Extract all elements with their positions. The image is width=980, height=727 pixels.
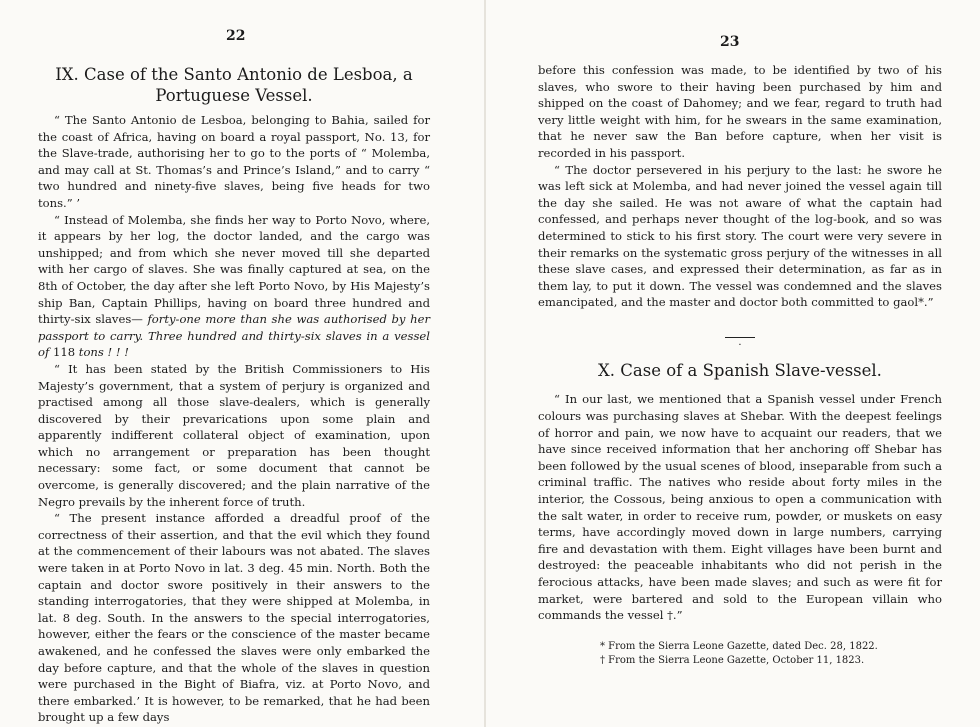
page-number-right: 23 — [720, 34, 740, 50]
footnotes — [538, 640, 942, 668]
paragraph: “ It has been stated by the British Commissioners to His Majesty’s government, that a system of perjury is organized and practised among all those slave-dealers, which is generally discovered by their prevarications upon some plain and apparently indifferent collateral object of examination, upon which no arrangement or preparation has been thought necessary: some fact, or some document that cannot be overcome, is generally discovered; and the plain narrative of the Negro prevails by the inherent force of truth. — [38, 361, 430, 509]
tonnage-number: 118 — [52, 345, 76, 360]
left-page — [0, 0, 480, 727]
left-page-text — [38, 64, 430, 726]
footnote: † From the Sierra Leone Gazette, October 11, 1823. — [600, 654, 865, 666]
right-page — [492, 0, 980, 727]
paragraph: before this confession was made, to be identified by two of his slaves, who swore to their having been purchased by him and shipped on the coast of Dahomey; and we fear, regard to truth had very little weight with him, for he swears in the same examination, that he never saw the Ban before capture, when her visit is recorded in his passport. — [538, 63, 942, 160]
paragraph-text: “ Instead of Molemba, she finds her way to Porto Novo, where, it appears by her log, the doctor landed, and the cargo was unshipped; and from which she never moved till she departed with her cargo of slaves. She was finally captured at sea, on the 8th of October, the day after she left Porto Novo, by His Majesty’s ship Ban, Captain Phillips, having on board three hundred and thirty-six slaves— — [38, 212, 430, 327]
section-heading-ix: IX. Case of the Santo Antonio de Lesboa, a Portuguese Vessel. — [55, 65, 413, 105]
section-divider — [725, 337, 755, 339]
book-gutter — [484, 0, 486, 727]
italic-text: forty-one more than she was authorised by her passport to carry. Three hundred and thirty-six slaves in a vessel of — [38, 312, 430, 360]
italic-text: tons ! ! ! — [78, 345, 129, 360]
paragraph: “ The present instance afforded a dreadful proof of the correctness of their assertion, and that the evil which they found at the commencement of their labours was not abated. The slaves were taken in at Porto Novo in lat. 3 deg. 45 min. North. Both the captain and doctor swore positively in their answers to the standing interrogatories, that they were shipped at Molemba, in lat. 8 deg. South. In the answers to the special interrogatories, however, either the fears or the conscience of the master became awakened, and he confessed the slaves were only embarked the day before capture, and that the whole of the slaves in question were purchased in the Bight of Biafra, viz. at Porto Novo, and there embarked.’ It is however, to be remarked, that he had been brought up a few days — [38, 511, 430, 725]
page-number-left: 22 — [226, 28, 246, 44]
divider-dot-icon: · — [738, 340, 742, 352]
paragraph: “ The Santo Antonio de Lesboa, belonging to Bahia, sailed for the coast of Africa, having on board a royal passport, No. 13, for the Slave-trade, authorising her to go to the ports of “ Molemba, and may call at St. Thomas’s and Prince’s Island,” and to carry “ two hundred and ninety-five slaves, being five heads for two tons.” ’ — [38, 113, 430, 210]
paragraph — [38, 212, 430, 361]
paragraph: “ In our last, we mentioned that a Spanish vessel under French colours was purchasing slaves at Shebar. With the deepest feelings of horror and pain, we now have to acquaint our readers, that we have since received information that her anchoring off Shebar has been followed by the usual scenes of blood, inseparable from such a criminal traffic. The natives who reside about forty miles in the interior, the Cossous, being anxious to open a communication with the salt water, in order to receive rum, powder, or muskets on easy terms, have accordingly moved down in large numbers, carrying fire and devastation with them. Eight villages have been burnt and destroyed: the peaceable inhabitants who did not perish in the ferocious attacks, have been made slaves; and such as were fit for market, were bartered and sold to the European villain who commands the vessel †.” — [538, 392, 942, 623]
footnote: * From the Sierra Leone Gazette, dated Dec. 28, 1822. — [600, 640, 878, 652]
section-heading-x: X. Case of a Spanish Slave-vessel. — [598, 361, 882, 381]
paragraph: “ The doctor persevered in his perjury to the last: he swore he was left sick at Molemba, and had never joined the vessel again till the day she sailed. He was not aware of what the captain had confessed, and perhaps never thought of the log-book, and so was determined to stick to his first story. The court were very severe in their remarks on the systematic gross perjury of the witnesses in all these slave cases, and expressed their determination, as far as in them lay, to put it down. The vessel was condemned and the slaves emancipated, and the master and doctor both committed to gaol*.” — [538, 162, 942, 310]
right-page-text — [538, 62, 942, 668]
